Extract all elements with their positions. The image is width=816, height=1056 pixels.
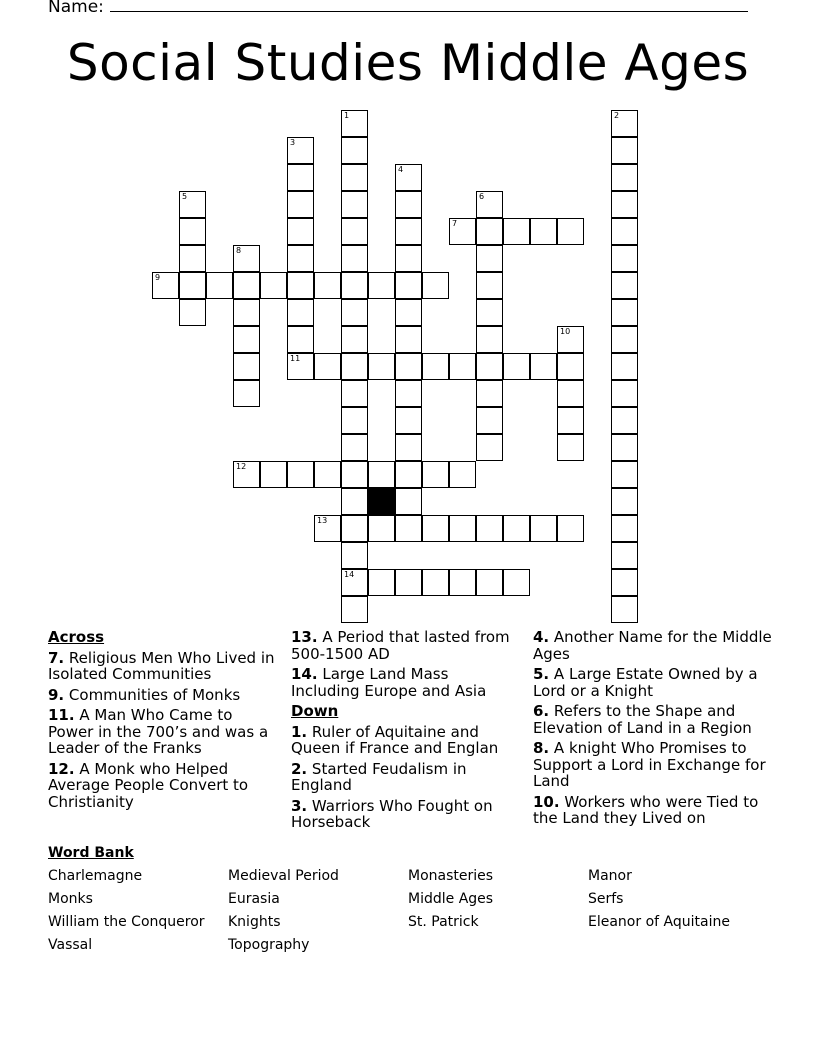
grid-cell[interactable] — [395, 434, 422, 461]
grid-cell[interactable] — [611, 596, 638, 623]
grid-cell[interactable] — [476, 191, 503, 218]
clue-down-2: 2. Started Feudalism in England — [291, 759, 467, 794]
grid-cell[interactable] — [449, 515, 476, 542]
grid-cell[interactable] — [611, 434, 638, 461]
grid-cell[interactable] — [611, 164, 638, 191]
grid-cell[interactable] — [422, 569, 449, 596]
grid-cell[interactable] — [341, 569, 368, 596]
grid-cell[interactable] — [341, 353, 368, 380]
grid-cell[interactable] — [287, 299, 314, 326]
grid-cell[interactable] — [260, 272, 287, 299]
word-bank-item: Monks — [48, 891, 93, 907]
grid-cell[interactable] — [395, 245, 422, 272]
grid-cell[interactable] — [287, 164, 314, 191]
clue-number: 4 — [398, 165, 404, 174]
grid-cell[interactable] — [368, 353, 395, 380]
grid-cell[interactable] — [476, 299, 503, 326]
grid-cell[interactable] — [503, 218, 530, 245]
grid-cell[interactable] — [611, 299, 638, 326]
name-label: Name: — [48, 0, 104, 17]
word-bank-item: Vassal — [48, 937, 93, 953]
grid-cell[interactable] — [395, 380, 422, 407]
clues-column-2 — [291, 629, 521, 835]
clue-number: 13 — [317, 516, 328, 525]
grid-cell[interactable] — [368, 272, 395, 299]
grid-cell[interactable] — [287, 218, 314, 245]
word-bank-item: Middle Ages — [408, 891, 494, 907]
grid-cell[interactable] — [287, 191, 314, 218]
grid-cell[interactable] — [557, 353, 584, 380]
grid-cell[interactable] — [341, 191, 368, 218]
clue-across-12: 12. A Monk who Helped Average People Convert to Christianity — [48, 759, 249, 811]
grid-cell[interactable] — [557, 407, 584, 434]
grid-cell[interactable] — [449, 353, 476, 380]
grid-cell[interactable] — [449, 461, 476, 488]
grid-cell[interactable] — [395, 272, 422, 299]
grid-cell[interactable] — [341, 110, 368, 137]
clues-column-3 — [533, 629, 773, 831]
grid-cell[interactable] — [611, 407, 638, 434]
grid-cell[interactable] — [530, 353, 557, 380]
grid-cell[interactable] — [476, 434, 503, 461]
grid-cell[interactable] — [611, 542, 638, 569]
grid-cell[interactable] — [341, 137, 368, 164]
word-bank-heading: Word Bank — [48, 845, 134, 861]
word-bank-item: Monasteries — [408, 868, 494, 884]
clue-number: 14 — [344, 570, 355, 579]
grid-cell[interactable] — [233, 245, 260, 272]
grid-cell[interactable] — [476, 218, 503, 245]
grid-cell[interactable] — [233, 299, 260, 326]
grid-cell[interactable] — [233, 326, 260, 353]
grid-cell[interactable] — [611, 110, 638, 137]
grid-cell[interactable] — [557, 380, 584, 407]
grid-cell[interactable] — [557, 434, 584, 461]
clue-down-4: 4. Another Name for the Middle Ages — [533, 628, 772, 663]
grid-cell[interactable] — [152, 272, 179, 299]
word-bank-item: Topography — [228, 937, 310, 953]
grid-cell[interactable] — [287, 272, 314, 299]
grid-cell[interactable] — [341, 515, 368, 542]
clue-number: 12 — [236, 462, 247, 471]
grid-cell[interactable] — [179, 191, 206, 218]
clue-number: 1 — [344, 111, 350, 120]
down-heading: Down — [291, 702, 339, 720]
grid-cell[interactable] — [341, 380, 368, 407]
word-bank-item: Charlemagne — [48, 868, 143, 884]
grid-cell[interactable] — [179, 272, 206, 299]
grid-cell[interactable] — [395, 461, 422, 488]
across-heading: Across — [48, 628, 105, 646]
grid-cell[interactable] — [611, 488, 638, 515]
clue-number: 2 — [614, 111, 620, 120]
grid-cell[interactable] — [341, 218, 368, 245]
grid-cell[interactable] — [611, 245, 638, 272]
grid-cell[interactable] — [395, 515, 422, 542]
grid-cell[interactable] — [179, 245, 206, 272]
grid-cell[interactable] — [287, 245, 314, 272]
grid-cell[interactable] — [422, 461, 449, 488]
grid-cell[interactable] — [395, 326, 422, 353]
grid-cell[interactable] — [341, 488, 368, 515]
grid-cell[interactable] — [233, 461, 260, 488]
grid-cell[interactable] — [395, 488, 422, 515]
clue-number: 9 — [155, 273, 161, 282]
grid-cell[interactable] — [395, 164, 422, 191]
clue-number: 6 — [479, 192, 485, 201]
grid-cell[interactable] — [179, 299, 206, 326]
page-title: Social Studies Middle Ages — [66, 34, 750, 92]
grid-cell[interactable] — [557, 326, 584, 353]
grid-cell[interactable] — [341, 299, 368, 326]
grid-cell[interactable] — [233, 272, 260, 299]
grid-cell[interactable] — [368, 515, 395, 542]
grid-cell[interactable] — [557, 515, 584, 542]
grid-cell[interactable] — [422, 272, 449, 299]
grid-cell[interactable] — [395, 191, 422, 218]
word-bank — [48, 845, 768, 954]
grid-cell[interactable] — [503, 353, 530, 380]
word-bank-item: Eleanor of Aquitaine — [588, 914, 730, 930]
grid-cell[interactable] — [341, 326, 368, 353]
clue-number: 7 — [452, 219, 458, 228]
clue-across-7: 7. Religious Men Who Lived in Isolated Communities — [48, 648, 275, 683]
grid-cell[interactable] — [341, 434, 368, 461]
grid-cell[interactable] — [314, 515, 341, 542]
grid-cell[interactable] — [314, 272, 341, 299]
grid-cell[interactable] — [611, 569, 638, 596]
word-bank-item: William the Conqueror — [48, 914, 205, 930]
clue-down-8: 8. A knight Who Promises to Support a Lord in Exchange for Land — [533, 739, 766, 790]
grid-cell[interactable] — [476, 272, 503, 299]
grid-cell[interactable] — [395, 569, 422, 596]
clue-down-3: 3. Warriors Who Fought on Horseback — [291, 796, 493, 831]
grid-cell[interactable] — [530, 218, 557, 245]
clue-down-5: 5. A Large Estate Owned by a Lord or a Knight — [533, 665, 758, 700]
clue-down-10: 10. Workers who were Tied to the Land they Lived on — [533, 792, 759, 827]
grid-cell[interactable] — [476, 353, 503, 380]
grid-cell[interactable] — [611, 461, 638, 488]
grid-cell[interactable] — [611, 218, 638, 245]
clue-number: 11 — [290, 354, 301, 363]
clue-number: 5 — [182, 192, 188, 201]
clue-number: 10 — [560, 327, 571, 336]
grid-cell[interactable] — [341, 407, 368, 434]
clues-column-1 — [48, 629, 280, 814]
word-bank-item: Knights — [228, 914, 281, 930]
grid-block — [368, 488, 395, 515]
grid-cell[interactable] — [260, 461, 287, 488]
clue-across-9: 9. Communities of Monks — [48, 685, 241, 704]
grid-cell[interactable] — [611, 191, 638, 218]
grid-cell[interactable] — [341, 245, 368, 272]
grid-cell[interactable] — [341, 164, 368, 191]
grid-cell[interactable] — [395, 407, 422, 434]
grid-cell[interactable] — [611, 137, 638, 164]
clue-across-13: 13. A Period that lasted from 500-1500 AD — [291, 628, 510, 663]
clue-number: 8 — [236, 246, 242, 255]
word-bank-item: Eurasia — [228, 891, 280, 907]
clue-across-11: 11. A Man Who Came to Power in the 700’s and was a Leader of the Franks — [48, 706, 269, 757]
word-bank-item: Manor — [588, 868, 632, 884]
grid-cell[interactable] — [341, 272, 368, 299]
grid-cell[interactable] — [476, 326, 503, 353]
word-bank-item: Medieval Period — [228, 868, 339, 884]
grid-cell[interactable] — [368, 569, 395, 596]
grid-cell[interactable] — [287, 353, 314, 380]
grid-cell[interactable] — [449, 218, 476, 245]
grid-cell[interactable] — [314, 353, 341, 380]
grid-cell[interactable] — [395, 353, 422, 380]
grid-cell[interactable] — [368, 461, 395, 488]
grid-cell[interactable] — [341, 542, 368, 569]
clue-number: 3 — [290, 138, 296, 147]
grid-cell[interactable] — [476, 407, 503, 434]
grid-cell[interactable] — [341, 596, 368, 623]
clue-across-14: 14. Large Land Mass Including Europe and Asia — [291, 665, 487, 700]
clue-down-1: 1. Ruler of Aquitaine and Queen if France and Englan — [291, 722, 499, 757]
grid-cell[interactable] — [179, 218, 206, 245]
grid-cell[interactable] — [233, 380, 260, 407]
grid-cell[interactable] — [611, 272, 638, 299]
grid-cell[interactable] — [395, 218, 422, 245]
grid-cell[interactable] — [476, 569, 503, 596]
grid-cell[interactable] — [206, 272, 233, 299]
grid-cell[interactable] — [422, 353, 449, 380]
grid-cell[interactable] — [611, 515, 638, 542]
word-bank-item: Serfs — [588, 891, 624, 907]
grid-cell[interactable] — [314, 461, 341, 488]
grid-cell[interactable] — [233, 353, 260, 380]
grid-cell[interactable] — [611, 353, 638, 380]
grid-cell[interactable] — [476, 515, 503, 542]
grid-cell[interactable] — [611, 326, 638, 353]
grid-cell[interactable] — [530, 515, 557, 542]
grid-cell[interactable] — [476, 380, 503, 407]
grid-cell[interactable] — [611, 380, 638, 407]
grid-cell[interactable] — [476, 245, 503, 272]
grid-cell[interactable] — [449, 569, 476, 596]
grid-cell[interactable] — [503, 569, 530, 596]
grid-cell[interactable] — [287, 326, 314, 353]
word-bank-list — [48, 867, 768, 954]
grid-cell[interactable] — [287, 137, 314, 164]
grid-cell[interactable] — [503, 515, 530, 542]
grid-cell[interactable] — [557, 218, 584, 245]
word-bank-item: St. Patrick — [408, 914, 479, 930]
grid-cell[interactable] — [395, 299, 422, 326]
grid-cell[interactable] — [422, 515, 449, 542]
clue-down-6: 6. Refers to the Shape and Elevation of Land in a Region — [533, 702, 752, 737]
grid-cell[interactable] — [287, 461, 314, 488]
grid-cell[interactable] — [341, 461, 368, 488]
